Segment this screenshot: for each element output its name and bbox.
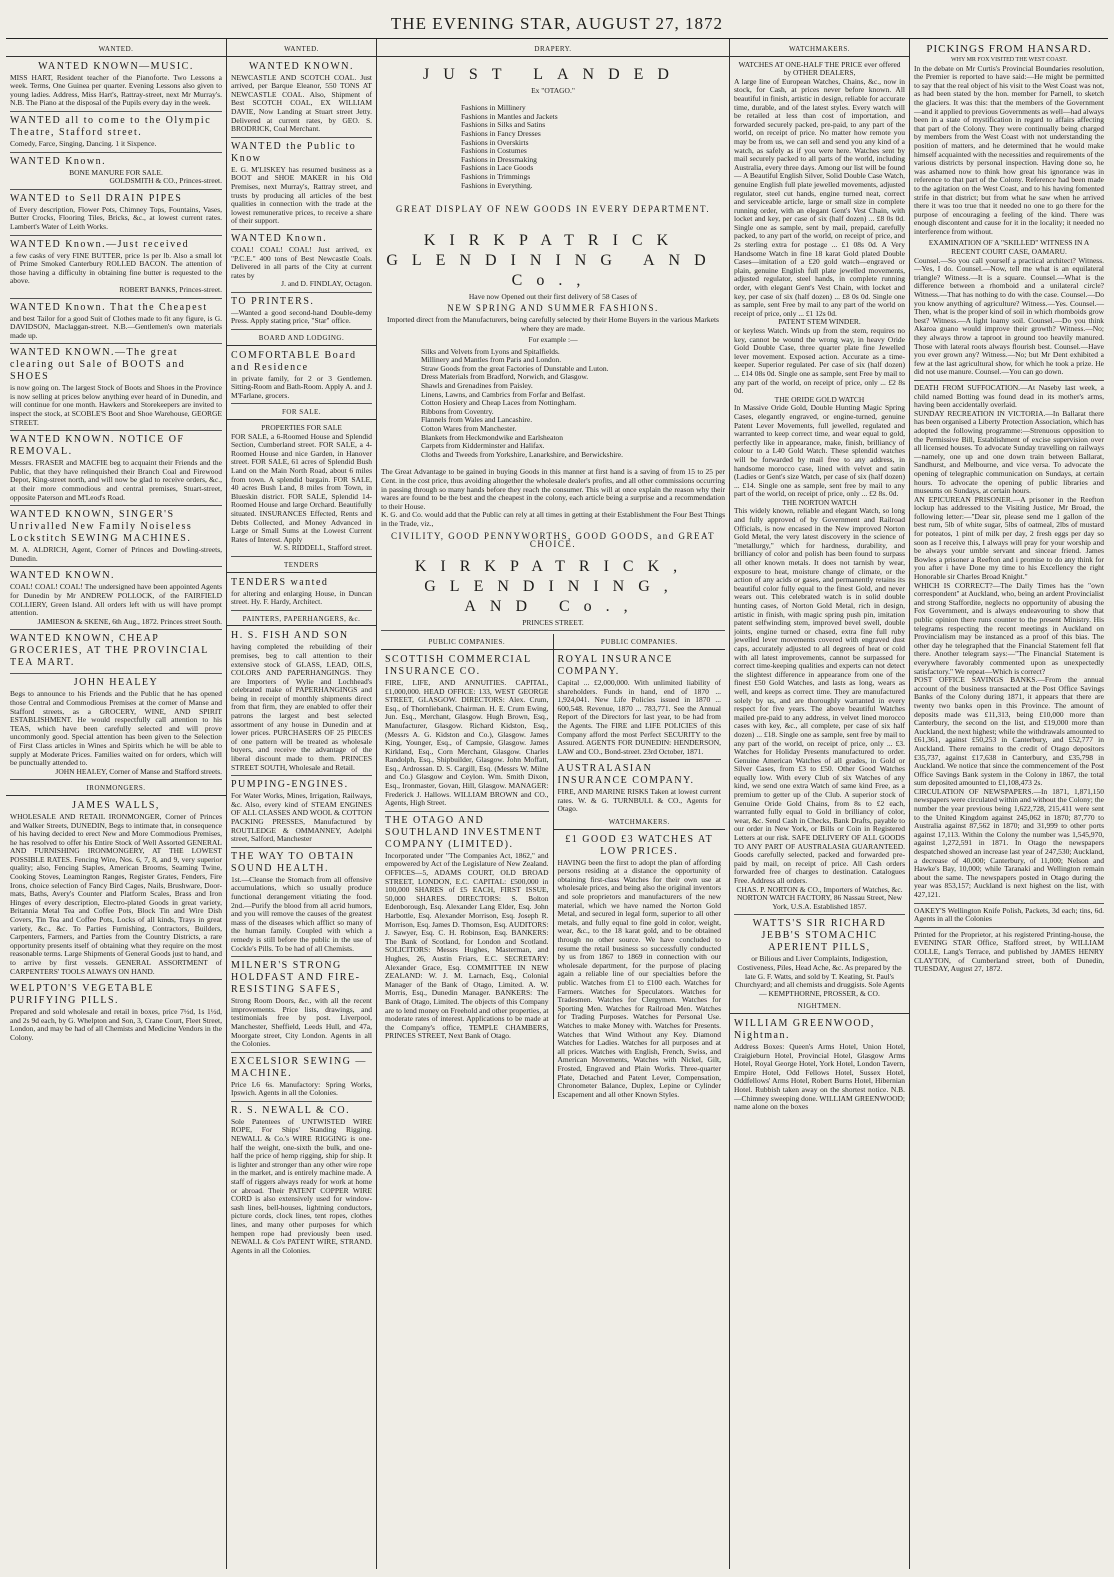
ad-heading: AUSTRALASIAN INSURANCE COMPANY. [557, 763, 695, 787]
ad-heading: JAMES WALLS, [72, 799, 160, 811]
column-1 [6, 39, 227, 1569]
ad-heading: WANTED KNOWN—MUSIC. [38, 60, 194, 72]
fashion-item: Fashions in Silks and Satins [461, 120, 546, 130]
ad-heading: THE OTAGO AND SOUTHLAND INVESTMENT COMPANY (LIMITED). [385, 814, 543, 850]
article-paragraph: CIRCULATION OF NEWSPAPERS.—In 1871, 1,871,150 newspapers were circulated within and without the Colony; the number the year previous being 1,622,728, 215,411 were sent to the United Kingdom against 245,062 in 1870; 87,770 to Australia against 87,562 in 1870; and 31,999 to other ports against 17,113. Within the Colony the number was 1,545,970, against 1,272,591 in 1871. In Otago the newspapers despatched showed an increase last year of 247,530; Auckland, a decrease of 40,000; Canterbury, of 11,000; Nelson and Hawke's Bay, 10,000; while Taranaki and Wellington remain about the same. The newspapers posted in Otago during the year was 853,157; Auckland is next highest on the list, with 427,121. [914, 786, 1104, 899]
section-public: PUBLIC COMPANIES. [554, 637, 726, 650]
section-tenders: TENDERS [227, 560, 376, 573]
ad-heading: WANTED all to come to the Olympic Theatre, Stafford street. [10, 114, 212, 138]
ad-heading: COMFORTABLE Board and Residence [231, 349, 357, 373]
ad-signature: W. S. RIDDELL, Stafford street. [273, 543, 372, 553]
ad-body: FOR SALE, a 6-Roomed House and Splendid Section, Cumberland street. FOR SALE, a 4-Roomed House and nice Garden, in Hanover street. FOR SALE, 61 acres of Splendid Bush Land on the Main North Road, about 6 miles from town. A splendid bargain. FOR SALE, 40 acres Bush Land, 8 miles from Town, in Blueskin district. FOR SALE, Splendid 14-Roomed House and large Orchard. Beautifully situated. INSURANCES Effected, Rents and Debts Collected, and Money Advanced in Large or Small Sums at the Lowest Current Rates of Interest. Apply [231, 431, 372, 544]
ad-body: and best Tailor for a good Suit of Clothes made to fit any figure, is G. DAVIDSON, Maclaggan-street. N.B.—Gentlemen's own materials made up. [10, 313, 222, 340]
ad-heading: WANTED KNOWN, SINGER'S Unrivalled New Family Noiseless Lockstitch SEWING MACHINES. [10, 509, 193, 545]
ad-body: BONE MANURE FOR SALE. [69, 167, 163, 177]
article-paragraph: WHICH IS CORRECT?—The Daily Times has the "own correspondent" at Auckland, who, being an ardent Provincialist and strong Staffordite, neglects no opportunity of abusing the Fox Government, and is always endeavouring to show that public opinion there runs counter to the present Ministry. His telegrams respecting the recent meetings in Auckland on Provincialism may be instanced as a proof of this bias. The other day he telegraphed that the Financial Statement fell flat there. Another telegram says:—"The Financial Statement is everywhere favorably commented upon as unexpectedly satisfactory." We repeat—Which is correct? [914, 580, 1104, 676]
ad-butter [10, 239, 222, 299]
ad-body: Incorporated under "The Companies Act, 1862," and empowered by Act of the Legislature of New Zealand. OFFICES—5, ADAMS COURT, OLD BROAD STREET, LONDON, E.C. CAPITAL: £500,000 in 100,000 SHARES of £5 EACH, FIRST ISSUE, 50,000 SHARES. DIRECTORS: S. Bolton Edenborough, Esq. Alexander Lang Elder, Esq. John Harbottle, Esq. Alexander Morrison, Esq. Joseph R. Morrison, Esq. James D. Thomson, Esq. AUDITORS: J. Sawyer, Esq. C. H. Robinson, Esq. BANKERS: The Bank of Scotland, for London and Scotland. SOLICITORS: Messrs Hughes, Masterman, and Hughes, 26, Austin Friars, E.C. SECRETARY: Alexander Grace, Esq. COMMITTEE IN NEW ZEALAND: W. J. M. Larnach, Esq., Colonial Manager of the Bank of Otago, Limited. A. W. Morris, Esq., Dunedin Manager. BANKERS: The Bank of Otago, Limited. The objects of this Company are to lend money on Freehold and other properties, at moderate rates of interest. Applications to be made at the Company's office, TEMPLE CHAMBERS, PRINCES STREET, Next Bank of Otago. [385, 850, 549, 1041]
ad-body: 1st.—Cleanse the Stomach from all offensive accumulations, which so usually produce functional derangement vitiating the food. 2nd.—Purify the blood from all acrid humors, and you will remove the causes of the greatest mass of the diseases which afflict so many of the human family. Coupled with which a remedy is still before the public in the use of Cockle's Pills. To be had of all Chemists. [231, 874, 372, 953]
ad-boots [10, 347, 222, 431]
ad-signature: J. and D. FINDLAY, Octagon. [281, 279, 372, 289]
example-item: Shawls and Grenadines from Paisley. [421, 381, 533, 391]
ad-heading: SCOTTISH COMMERCIAL INSURANCE CO. [385, 653, 532, 677]
ad-heading: JOHN HEALEY [73, 677, 159, 689]
ad-milner [231, 960, 372, 1053]
ad-heading: WANTED Known. That the Cheapest [10, 301, 208, 313]
article-title: PICKINGS FROM HANSARD. [926, 43, 1092, 55]
column-5 [910, 39, 1108, 1569]
ad-heading: WANTED Known. [231, 232, 328, 244]
fashion-item: Fashions in Dressmaking [461, 154, 537, 164]
for-example: For example :— [528, 335, 578, 345]
fashion-item: Fashions in Mantles and Jackets [461, 111, 558, 121]
section-drapery: DRAPERY. [377, 44, 729, 57]
ad-body: Strong Room Doors, &c., with all the recent improvements. Price lists, drawings, and testimonials free by post. Liverpool, Manchester, Sheffield, Leeds Hull, and 47a, Moorgate street, City London. Agents in all the Colonies. [231, 996, 372, 1049]
watch-heading: WATCHES AT ONE-HALF THE PRICE ever offered by OTHER DEALERS, [738, 59, 901, 78]
ad-signature: JOHN HEALEY, Corner of Manse and Stafford streets. [55, 766, 222, 776]
ad-body: Address Boxes: Queen's Arms Hotel, Union Hotel, Craigieburn Hotel, Provincial Hotel, Glasgow Arms Hotel, Royal George Hotel, York Hotel, London Tavern, Empire Hotel, Odd Fellows Hotel, Sussex Hotel, Oddfellows' Arms Hotel, Robert Burns Hotel, Hibernian Hotel. Rubbish taken away on the shortest notice. N.B.—Chimney sweeping done. WILLIAM GREENWOOD; name alone on the boxes [734, 1041, 905, 1112]
ad-body: Begs to announce to his Friends and the Public that he has opened those Central and Commodious Premises at the corner of Manse and Stafford streets, as a GROCERY, WINE, AND SPIRIT ESTABLISHMENT. He would respectfully call attention to his TEAS, which have been carefully selected and will prove uncommonly good. Special attention has been given to the Selection of First Class articles in Wines and Spirits which he will be able to supply at Moderate Prices. Families waited on for orders, which will be punctually attended to. [10, 689, 222, 768]
example-item: Dress Materials from Bradford, Norwich, and Glasgow. [421, 372, 589, 382]
ad-heading: ROYAL INSURANCE COMPANY. [557, 653, 673, 677]
fashion-item: Fashions in Trimmings [461, 171, 531, 181]
ad-body: Capital ... £2,000,000. With unlimited liability of shareholders. Funds in hand, end of 1870 ... 1,924,041. New Life Policies issued in 1870 ... 600,548. Revenue, 1870 ... 783,771. See the Annual Report of the Directors for last year, to be had from the Agents. The FIRE and LIFE POLICIES of this Company afford the most Perfect SECURITY to the Assured. AGENTS FOR DUNEDIN: HENDERSON, LAW and CO., Bond-street. 23rd October, 1871. [557, 677, 721, 756]
ad-board [231, 350, 372, 405]
princes-street: PRINCES STREET. [522, 617, 584, 627]
ad-body: for altering and enlarging House, in Duncan street. Hy. F. Hardy, Architect. [231, 588, 372, 607]
ad-body: Prepared and sold wholesale and retail in boxes, price 7½d, 1s 1½d, and 2s 9d each, by G. Whelpton and Son, 3, Crane Court, Fleet Street, London, and may be had of all Chemists and Medicine Vendors in the Colony. [10, 1007, 222, 1042]
article-paragraph: AN EPICUREAN PRISONER.—A prisoner in the Reefton lockup has addressed to the Visiting Justice, Mr Broad, the following letter:—"Dear sir, please send me 1 gallon of the best rum, 5lb of white sugar, 5lbs of oatmeal, 2lbs of mustard for poteatos, 1 pint of milk per day, 2 fresh eggs per day so soon as I receive this, I always will pray for your worship and be always your umble servant and sincear friend. James Bowles a prisoner a Reefton and i promise to do any think for you after i have Done my time to his Excellency the right Honorable sir Charles Broad Knight." [914, 494, 1104, 582]
ad-bone-manure [10, 156, 222, 190]
ad-body: HAVING been the first to adopt the plan of affording persons residing at a distance the opportunity of obtaining first-class Watches for their own use at wholesale prices, and being also the original inventors and sole proprietors and manufacturers of the new material, which we have named the Norton Gold Metal, and secured in legal form, superior to all other metals, and fully equal to fine gold in color, weight, wear, &c., to the 18 karat gold, and to be obtained through no other source. We have concluded to resume the retail business so successfully conducted by us from 1867 to 1869 in connection with our wholesale department, for the purpose of placing again a reliable line of our specialties before the public. Watches from £1 to £100 each. Watches for Farmers. Watches for Speculators. Watches for Tradesmen. Watches for Clergymen. Watches for Sporting Men. Watches for Railroad Men. Watches for Trading Purposes. Watches for Personal Use. Watches to make Money with. Watches for Presents. Watches that Wind Without any Key. Diamond Watches for Ladies. Watches for all purposes and at all prices. Watches with English, French, Swiss, and American Movements, Watches with Nickel, Gilt, Frosted, Engraved and Plain Works. Three-quarter Plate, Detached and Patent Lever, Compensation, Chronometer Balance, Duplex, Lepine or Cylinder Escapement and all other Known Styles. [557, 857, 721, 1099]
ad-heading: R. S. NEWALL & CO. [231, 1104, 351, 1116]
article-paragraph: Counsel.—So you call yourself a practical architect? Witness.—Yes, I do. Counsel.—Now, tell me what is an equilateral triangle? Witness.—It is a square. Counsel.—What is the difference between a rhomboid and a unilateral circle? Witness.—That has nothing to do with the case. Counsel.—Do you know anything of agriculture? Witness.—Yes. Counsel.—Then, what is the proper kind of soil in which rhomboids grow best? Witness.—A light loamy soil. Counsel.—Do you think Akaroa guano would improve their growth? Witness.—No; they always throw a taproot in ground too heavily manured. Those with lateral roots always flourish best. Counsel.—Have you ever grown any? Witness.—No; but Mr Dent exhibited a few at the last agricultural show, for which he took a prize. He did not use manure. Counsel.—You can go down. [914, 255, 1104, 377]
example-item: Blankets from Heckmondwike and Earlsheaton [421, 432, 564, 442]
ad-drain-pipes [10, 193, 222, 236]
section-board: BOARD AND LODGING. [227, 333, 376, 346]
ad-body: Sole Patentees of UNTWISTED WIRE ROPE, For Ships' Standing Rigging. NEWALL & Co.'s WIRE RIGGING is one-half the weight, one-sixth the bulk, and one-half the price of hemp rigging, ship for ship. It is lighter and stronger than any other wire rope in the market, and is entirely machine made. A staff of riggers always ready for work at home or abroad. Their PATENT COPPER WIRE CORD is also extensively used for window-sash lines, bell-houses, lightning conductors, picture cords, clock lines, tent ropes, clothes lines, and many other purposes for which hempen rope had previously been used. NEWALL & Co's PATENT WIRE, STRAND. Agents in all the Colonies. [231, 1116, 372, 1255]
ad-body: M. A. ALDRICH, Agent, Corner of Princes and Dowling-streets, Dunedin. [10, 545, 222, 563]
example-item: Cloths and Tweeds from Yorkshire, Lanarkshire, and Berwickshire. [421, 449, 624, 459]
ad-heading: WANTED KNOWN, CHEAP GROCERIES, AT THE PROVINCIAL TEA MART. [10, 633, 209, 669]
ad-newall [231, 1105, 372, 1259]
ad-whelpton [10, 983, 222, 1045]
ad-olympic [10, 115, 222, 153]
ad-body: is now going on. The largest Stock of Boots and Shoes in the Province is now selling at prices below anything ever heard of in Dunedin, and will continue for one month. Hawkers and Storekeepers are invited to inspect the stock, at SCOBLE'S Boot and Shoe Warehouse, GEORGE STREET. [10, 383, 222, 427]
ad-coal [10, 570, 222, 630]
example-item: Silks and Velvets from Lyons and Spitalfields. [421, 346, 560, 356]
ad-heading: PROPERTIES FOR SALE [261, 423, 342, 433]
ad-tea-mart [10, 633, 222, 674]
ad-body: of Every description, Flower Pots, Chimney Tops, Fountains, Vases, Butter Crocks, Flooring Tiles, Bricks, &c., at lowest current rates. Lambert's Water of Leith Works. [10, 204, 222, 231]
ad-signature: GOLDSMITH & CO., Princes-street. [109, 176, 222, 186]
ad-mliskey [231, 141, 372, 230]
section-ironmongers: IRONMONGERS. [6, 783, 226, 796]
ad-body: For Water Works, Mines, Irrigation, Railways, &c. Also, every kind of STEAM ENGINES OF ALL CLASSES AND WOOL & COTTON PACKING PRESSES, Manufactured by ROUTLEDGE & OMMANNEY, Adelphi street, Salford, Manchester [231, 791, 372, 844]
ad-music [10, 61, 222, 112]
ad-body: or Bilious and Liver Complaints, Indigestion, Costiveness, Piles, Head Ache, &c. As prepared by the late G. F. Watts, and sold by T. Keating, St. Paul's Churchyard; and all chemists and druggists. Sole Agents— KEMPTHORNE, PROSSER, & CO. [734, 954, 905, 998]
ad-walls [10, 800, 222, 980]
watch-heading: PATENT STEM WINDER. [778, 317, 861, 327]
ad-findlay-coal [231, 233, 372, 293]
fashions-list [381, 104, 725, 190]
fashion-item: Fashions in Fancy Dresses [461, 128, 541, 138]
ad-heading: MILNER'S STRONG HOLDFAST AND FIRE-RESISTING SAFES, [231, 960, 361, 996]
article-subtitle: WHY MR FOX VISITED THE WEST COAST. [950, 57, 1068, 63]
column-4 [730, 39, 910, 1569]
ad-body: FIRE, AND MARINE RISKS Taken at lowest current rates. W. & G. TURNBULL & CO., Agents for Otago. [557, 787, 721, 814]
ad-properties [231, 424, 372, 557]
ad-heading: WANTED Known.—Just received [10, 238, 190, 250]
article-paragraph: SUNDAY RECREATION IN VICTORIA.—In Ballarat there has been organised a Liberty Protection Association, which has adopted the following programme:—Strenuous opposition to the Permissive Bill, Establishment of excise supervision over all licensed houses. To advocate Sunday travelling on railways—namely, one up and one down train between Ballarat, Sandhurst, and Melbourne, and vice versa. To advocate the opening of telegraphic communication on Sundays, at certain hours. To advocate the opening of public libraries and museums on Sundays, at certain hours. [914, 408, 1104, 496]
ad-body: NEWCASTLE AND SCOTCH COAL. Just arrived, per Barque Eleanor, 550 TONS AT NEWCASTLE COAL. Also, Shipment of Best SCOTCH COAL, EX WILLIAM DAVIE, Now Landing at Stuart street Jetty. Delivered at current rates, by GEO. S. BRODRICK, Coal Merchant. [231, 72, 372, 134]
section-for-sale: FOR SALE. [227, 407, 376, 420]
fashion-item: Fashions in Everything. [461, 180, 533, 190]
ad-body: WHOLESALE AND RETAIL IRONMONGER, Corner of Princes and Walker Streets, DUNEDIN, Begs to intimate that, in consequence of his having decided to erect New and More Commodious Premises, he has resolved to offer his Entire Stock of Well Assorted GENERAL AND FURNISHING IRONMONGERY, AT THE LOWEST POSSIBLE RATES. Fencing Wire, Nos. 6, 7, 8, and 9, very superior quality; also, Fencing Staples, American Brooms, Seaming Twine, Cooking Stoves, Leamington Ranges, Register Grates, Fenders, Fire Irons, choice selection of Fancy Bird Cages, Nails, Brushware, Door-mats, Baths, Avery's Counter and Platform Scales, Brass and Iron Hinges of every description, Electro-plated Goods in great variety, Britannia Metal Tea and Coffee Pots, Block Tin and Wire Dish Covers, Tin Tea and Coffee Pots, Locks of all kinds, Trays in great variety, &c., &c. To Parties Furnishing, Contractors, Builders, Carpenters, Farmers, and Parties from the Country Districts, a rare opportunity presents itself of obtaining what they require on the most reasonable terms. Large Shipments of General Goods just to hand, and to arrive by first vessels. GENERAL ASSORTMENT of CARPENTERS' TOOLS ALWAYS ON HAND. [10, 811, 222, 976]
example-item: Carpets from Kidderminster and Halifax. [421, 441, 545, 451]
ad-heading: WANTED the Public to Know [231, 140, 357, 164]
article-paragraph: POST OFFICE SAVINGS BANKS.—From the annual account of the business transacted at the Post Office Savings Banks of the Colony during 1871, it appears that there are twenty two banks open in this Province. The amount of deposits made was £11,313, being £10,000 more than Canterbury, the second on the list, and £19,000 more than Auckland, the next highest; while the withdrawals amounted to £61,361, against £50,253 in Canterbury, and £52,777 in Auckland. There remains to the credit of Otago depositors £35,737, against £17,638 in Canterbury, and £35,798 in Auckland. We notice that since the commencement of the Post Office Savings Bank system in the Colony in 1867, the total sum deposited amounted to £1,108,473 2s. [914, 675, 1104, 788]
fashion-item: Fashions in Costumes [461, 146, 527, 156]
columns [6, 39, 1108, 1569]
fashion-item: Fashions in Overskirts [461, 137, 529, 147]
ad-signature: ROBERT BANKS, Princes-street. [119, 284, 222, 294]
article-paragraph: In the debate on Mr Curtis's Provincial Boundaries resolution, the Premier is reported to have said:—He might be permitted to say that the real object of his visit to the West Coast was not, as had been stated by the hon. member for Parnell, to sketch the glaciers. It was this: that the members of the Government—and it applied to previous Governments as well—had always been in a state of mystification in regard to affairs affecting that part of the Colony. They were continually being charged by members from the West Coast with not understanding the position of matters, and he determined that he would make himself acquainted with the necessities and requirements of the various districts by personal inspection. Having done so, he was ashamed now to think how great his ignorance was in reference to that part of the Colony. Reference had been made to the agitation on the West Coast, and to his having fomented strife in that district; but from what he saw when he arrived there it was too true that it needed no one to go there for the purpose of encouraging a feeling of the kind. There was enough discontent and cause for it in the locality; it needed no interference from without. [914, 63, 1104, 236]
ad-pumping [231, 779, 372, 848]
section-watchmakers: WATCHMAKERS. [730, 44, 909, 57]
ad-heading: WANTED KNOWN. NOTICE OF REMOVAL. [10, 434, 185, 458]
ad-heading: THE WAY TO OBTAIN SOUND HEALTH. [231, 850, 355, 874]
section-nightmen: NIGHTMEN. [730, 1001, 909, 1014]
ad-heading: WANTED Known. [10, 155, 107, 167]
example-item: Millinery and Mantles from Paris and London. [421, 355, 562, 365]
ad-heading: WANTED KNOWN.—The great clearing out Sale of BOOTS and SHOES [10, 347, 186, 383]
watch-signature: CHAS. P. NORTON & CO., Importers of Watches, &c. NORTON WATCH FACTORY, 86 Nassau Street, New York, U.S.A. Established 1857. [736, 884, 903, 911]
example-item: Cotton Wares from Manchester. [421, 424, 517, 434]
examples-list [421, 348, 725, 460]
ad-excelsior [231, 1056, 372, 1102]
kg-line: Imported direct from the Manufacturers, being carefully selected by their Home Buyers in the various Markets where they are made. [387, 314, 719, 333]
ad-body: COAL! COAL! COAL! The undersigned have been appointed Agents for Dunedin by Mr ANDREW POLLOCK, of the FAIRFIELD COLLIERY, Green Island. All orders left with us will have prompt attention. [10, 582, 222, 618]
ad-tailor [10, 302, 222, 345]
ad-body: Price L6 6s. Manufactory: Spring Works, Ipswich. Agents in all the Colonies. [231, 1079, 372, 1098]
ad-singer [10, 509, 222, 567]
watch-heading: THE ORIDE GOLD WATCH [774, 394, 865, 404]
watch-body: This widely known, reliable and elegant Watch, so long and fully approved of by Government and Railroad Officials, is now encased in the New improved Norton Gold Metal, the very latest discovery in the science of "metallurgy," which for hardness, durability, and brilliancy of color and polish has been found to surpass all other known metals. It does not tarnish by wear, exposure to heat, moisture change of climate, or the action of any acids or gases, and permanently retains its beautiful color fully equal to the finest Gold, and never wears out. This celebrated watch is in solid double hunting cases, of Norton Gold Metal, rich in design, artistic in finish, with magic spring push pin, imitation patent selfwinding stem, improved bevel swell, double joints, engine turned or chased, extra fine full ruby jewelled lever movements covered with engraved dust caps, accurately adjusted to all degrees of heat or cold with all latest improvements, cannot be surpassed for correct time-keeping qualities and experts can not detect the slightest difference in appearance from one of the finest £50 Gold Watches, and lasts as long, wears as well, and keeps as correct time. They are manufactured solely by us, and are thoroughly warranted in every respect for five years. The above beautiful Watches mailed pre-paid to any address, in velvet lined morocco cases with key, &c., all complete, per case of six half dozen) ... £18. Single one as sample, sent free by mail to any part of the world, on receipt of price, only ... £3. Watches for Holiday Presents manufactured to order. Genuine American Watches of all grades, in Gold or Silver Cases, from £3 to £50. Other Good Watches equally low. With every Club of six Watches of any kind, we send one extra Watch of same kind Free, as a premium to getter up of the Club. A superior stock of Genuine Oride Gold Chains, from 8s to £2 each, warranted fully equal to Gold in brilliancy of color, wear, &c. Send Cash in Checks, Bank Drafts, payable to our order in New York, or Bills or Coin in Registered Letters at our risk. SAFE DELIVERY OF ALL GOODS TO ANY PART OF AUSTRALASIA GUARANTEED. Goods carefully selected, packed and forwarded pre-paid by mail, on receipt of price. All Cash orders forwarded free of charges to destination. Catalogues Free. Address all orders. [734, 506, 905, 885]
column-2 [227, 39, 377, 1569]
section-public: PUBLIC COMPANIES. [381, 637, 553, 650]
ad-healey [10, 677, 222, 780]
example-item: Cotton Hosiery and Cheap Laces from Nottingham. [421, 398, 577, 408]
just-landed-ad [381, 65, 725, 628]
ad-signature: JAMIESON & SKENE, 6th Aug., 1872. Princes street South. [37, 616, 222, 626]
ad-body: Messrs. FRASER and MACFIE beg to acquaint their Friends and the Public, that they have relinquished their Branch Coal and Firewood Depot, King-street north, and will now be glad to receive orders, &c., at their more commodious and central premises, Stuart-street, opposite Paterson and M'Leod's Road. [10, 458, 222, 502]
ad-heading: WANTED to Sell DRAIN PIPES [10, 192, 183, 204]
ad-health [231, 851, 372, 957]
kg-line: NEW SPRING AND SUMMER FASHIONS. [447, 303, 659, 314]
watch-body: In Massive Oride Gold, Double Hunting Magic Spring Cases, elegantly engraved, or engine-turned, genuine Patent Lever Movements, full jewelled, regulated and warranted to keep correct time, and wear equal to gold, perfectly like in appearance, make, finish, brilliancy of colour to a L40 Gold Watch. These splendid watches will be forwarded by mail free to any address, in handsome morocco case, lined with velvet and satin (Ladies or Gent's size Watch, per case of six (half dozen) ... £14. Single one as sample, sent free by mail to any part of the world, on receipt of price, only ... £2 8s. 0d. [734, 403, 905, 499]
ad-heading: WANTED KNOWN. [10, 570, 116, 582]
kg-line: Have now Opened out their first delivery of 58 Cases of [468, 291, 638, 301]
just-landed-ex: Ex "OTAGO." [531, 85, 575, 95]
ad-removal [10, 434, 222, 506]
public-companies-right [554, 634, 726, 1099]
advantage-text: The Great Advantage to be gained in buying Goods in this manner at first hand is a saving of from 15 to 25 per Cent. in the cost price, thus avoiding altogether the wholesale dealer's profits, and all other commissions occurring in passing through so many hands before they reach the consumer. This will at once explain the reason why their wares are found to be the best and the cheapest in the colony, each article being a surprise and a recommendation to their House. [381, 467, 725, 511]
ad-heading: WELPTON'S VEGETABLE PURIFYING PILLS. [10, 983, 154, 1007]
article-paragraph: DEATH FROM SUFFOCATION.—At Naseby last week, a child named Botting was found dead in its mother's arms, having been accidentally overlaid. [914, 382, 1104, 410]
ad-tenders [231, 577, 372, 611]
watch-body: or keyless Watch. Winds up from the stem, requires no key, cannot be wound the wrong way, in heavy Oride Gold Double Case, three quarter plate fine Jewelled lever movement. Exposed action. Accurate as a time-keeper. Superior regulated. Per case of six (half dozen) ... £14 08s 0d. Single one as sample, sent Free by mail to any part of the world, on receipt of price, only ... £2 8s 0d. [734, 326, 905, 396]
fashion-item: Fashions in Lace Goods [461, 163, 534, 173]
kg-trust: K. G. and Co. would add that the Public can rely at all times in getting at their Establishment the Four Best Things in the Trade, viz., [381, 510, 725, 528]
ad-body: —Wanted a good second-hand Double-demy Press. Apply stating price, "Star" office. [231, 307, 372, 326]
example-item: Ribbons from Coventry. [421, 406, 494, 416]
ad-body: having completed the rebuilding of their premises, beg to call attention to their extensive stock of GLASS, LEAD, OILS, COLORS AND PAPERHANGINGS. They are Importers of Wylie and Lochhead's celebrated make of PAPERHANGINGS and being in receipt of monthly shipments direct from that firm, they are enabled to offer their patrons the largest and best selected assortment of any house in Dunedin and at lower prices. PURCHASERS OF 25 PIECES of one pattern will be treated as wholesale buyers, and receive the advantage of the liberal discount made to them. PRINCES STREET SOUTH, Wholesale and Retail. [231, 642, 372, 772]
ad-body: Comedy, Farce, Singing, Dancing. 1 it Sixpence. [10, 138, 157, 148]
ad-body: E. G. M'LISKEY has resumed business as a BOOT and SHOE MAKER in his Old Premises, next Murray's, Rattray street, and trusts by producing all articles of the best qualities in connection with the trade at the lowest remunerative prices, to receive a share of their support. [231, 164, 372, 226]
ad-scotch-coal [231, 61, 372, 138]
section-wanted: WANTED. [227, 44, 376, 57]
ad-body: a few casks of very FINE BUTTER, price 1s per lb. Also a small lot of Prime Smoked Canterbury ROLLED BACON. The attention of those having a difficulty in obtaining fine butter is requested to the above. [10, 250, 222, 286]
section-watchmakers: WATCHMAKERS. [554, 817, 726, 830]
public-companies-row [381, 634, 725, 1099]
ad-heading: EXCELSIOR SEWING — MACHINE. [231, 1055, 367, 1079]
masthead: THE EVENING STAR, AUGUST 27, 1872 [390, 14, 724, 33]
ad-printers [231, 296, 372, 330]
column-3 [377, 39, 730, 1569]
ad-body: COAL! COAL! COAL! Just arrived, ex "P.C.E." 400 tons of Best Newcastle Coals. Delivered in all parts of the City at current rates by [231, 244, 372, 280]
kirkpatrick-heading: KIRKPATRICK GLENDINING AND Co., [386, 231, 720, 289]
watch-body: A large line of European Watches, Chains, &c., now in stock, for Cash, at prices never before known. All beautiful in finish, artistic in design, reliable for accurate time, durable, and of the latest styles. Every watch will be retailed at less than cost of importation, and forwarded securely packed, pre-paid, to any part of the world, on receipt of price. No matter how remote you may be from us, we can sell and send you any kind of a watch, as safely as if you were here. Watches sent by mail securely packed to all parts of the world, including Australia, every three days. Among our list will be found— A Beautiful English Silver, Solid Double Case Watch, genuine English full plate jewelled movements, adjusted regulator, steel cut hands, engine turned neat, correct and serviceable article, large or small size in complete running order, with an elegant Gent's Vest Chain, with locket and key, per case of six (half dozen) ... £8 0s 0d. Single one as sample, sent by mail, prepaid, carefully packed, to any part of the world, on receipt of price, and 2s sterling extra for postage ... £1 08s 0d. A Very Handsome Watch in fine 18 karat Gold plated Double Cases—imitation of a £20 gold watch—engraved or plain, genuine English full plate jewelled movements, adjusted regulator, steel hands, in complete running order, with elegant Gent's Vest Chain, with locket and key, per case of six (half dozen) ... £8 0s 0d. Single one as sample, sent Free by mail to any part of the world on receipt of price, only ... £1 12s 0d. [734, 76, 906, 318]
example-item: Flannels from Wales and Lancashire. [421, 415, 533, 425]
ad-fish [231, 630, 372, 776]
great-display: GREAT DISPLAY OF NEW GOODS IN EVERY DEPARTMENT. [395, 204, 711, 215]
ad-heading: PUMPING-ENGINES. [231, 779, 349, 791]
section-painters: PAINTERS, PAPERHANGERS, &c. [227, 614, 376, 627]
article-title: EXAMINATION OF A "SKILLED" WITNESS IN A RECENT COURT CASE, OAMARU. [928, 238, 1090, 257]
ad-heading: TENDERS wanted [231, 576, 329, 588]
civility: CIVILITY, GOOD PENNYWORTHS, GOOD GOODS, and GREAT CHOICE. [390, 530, 716, 550]
kirkpatrick-heading-2: KIRKPATRICK, GLENDINING, AND Co., [414, 557, 692, 615]
ad-heading: TO PRINTERS. [231, 295, 315, 307]
example-item: Straw Goods from the great Factories of Dunstable and Luton. [421, 363, 609, 373]
imprint: Printed for the Proprietor, at his registered Printing-house, the EVENING STAR Office, Stafford street, by WILLIAM COLLE, Lang's Terrace, and published by JAMES HENRY CLAYTON, of Cumberland street, both of Dunedin, TUESDAY, August 27, 1872. [914, 929, 1104, 974]
ad-heading: £1 GOOD £3 WATCHES AT LOW PRICES. [565, 833, 714, 857]
fashion-item: Fashions in Millinery [461, 103, 526, 113]
ad-heading: WILLIAM GREENWOOD, Nightman. [734, 1017, 875, 1041]
ad-body: FIRE, LIFE, AND ANNUITIES. CAPITAL, £1,000,000. HEAD OFFICE: 133, WEST GEORGE STREET, GLASGOW. DIRECTORS: Alex. Crum, Esq., of Thornliebank, Chairman. H. E. Crum Ewing, Jun. Esq., Merchant, Glasgow. Hugh Brown, Esq., Manufacturer, Glasgow. Richard Kidston, Esq., (Messrs A. G. Kidston and Co.), Glasgow. James King, Younger, Esq., of Campsie, Glasgow. James Kirkland, Esq., Corn Merchant, Glasgow. Charles Randolph, Esq., Shipbuilder, Glasgow. John Moffatt, Esq., Ardrossan. D. S. Cargill, Esq. (Messrs W. Milne and Co.) Glasgow and Ceylon. Wm. Smith Dixon, Esq., Ironmaster, Govan, Hill, Glasgow. MANAGER: Frederick J. Hallows. WILLIAM BROWN and CO., Agents, High Street. [385, 677, 549, 808]
ad-body: MISS HART, Resident teacher of the Pianoforte. Two Lessons a week. Terms, One Guinea per quarter. Evening Lessons also given to young ladies. Address, Miss Hart's, Rattray-street, next Mr Murray's. N.B. The Piano at the disposal of the Pupils every day in the week. [10, 72, 222, 108]
oakey-ad: OAKEY'S Wellington Knife Polish, Packets, 3d each; tins, 6d. Agents in all the Colonies [914, 905, 1104, 924]
ad-heading: H. S. FISH AND SON [231, 630, 349, 642]
example-item: Linens, Lawns, and Cambrics from Forfar and Belfast. [421, 389, 586, 399]
watch-heading: THE NORTON WATCH [782, 497, 857, 507]
public-companies-left [381, 634, 554, 1099]
ad-body: in private family, for 2 or 3 Gentlemen. Sitting-Room and Bath-Room. Apply A. and J. M'Farlane, grocers. [231, 373, 372, 400]
ad-heading: WATTS'S SIR RICHARD JEBB'S STOMACHIC APERIENT PILLS, [752, 918, 887, 954]
section-wanted: WANTED. [6, 44, 226, 57]
just-landed-heading: JUST LANDED [423, 65, 683, 83]
ad-heading: WANTED KNOWN. [248, 60, 355, 72]
